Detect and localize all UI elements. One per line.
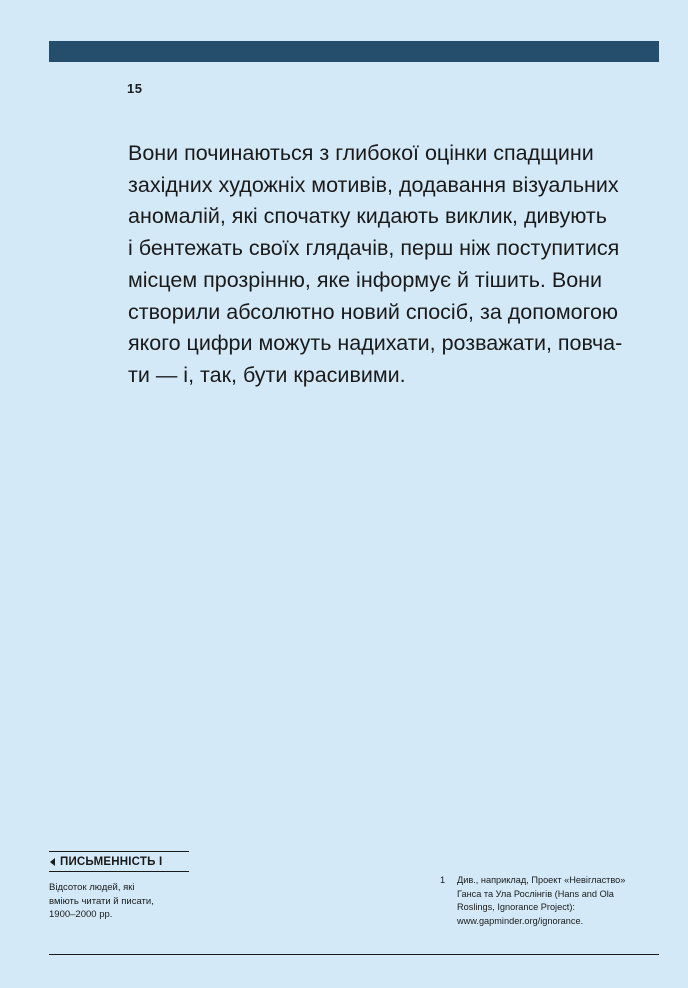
page-number: 15 xyxy=(127,81,143,96)
caption-line: Відсоток людей, які xyxy=(49,882,135,893)
caption-bottom-rule xyxy=(49,871,189,872)
body-line: Вони починаються з глибокої оцінки спадщини xyxy=(128,141,594,165)
body-line: створили абсолютно новий спосіб, за допомогою xyxy=(128,299,619,324)
caption-heading xyxy=(49,852,189,871)
header-accent-bar xyxy=(49,41,659,62)
footnote-line: www.gapminder.org/ignorance. xyxy=(457,915,584,926)
caption-line: вміють читати й писати, xyxy=(49,895,154,907)
body-line: ти — і, так, бути красивими. xyxy=(128,362,406,387)
body-line: західних художніх мотивів, додавання візуальних xyxy=(128,172,619,197)
footer-rule xyxy=(49,954,659,955)
footnote-line: Roslings, Ignorance Project): xyxy=(457,902,575,912)
footnote-line: Див., наприклад, Проект «Невігластво» xyxy=(457,875,626,885)
caption-line: 1900–2000 рр. xyxy=(49,909,113,920)
footnote-number: 1 xyxy=(440,875,446,885)
caption-heading-label: ПИСЬМЕННІСТЬ І xyxy=(60,856,163,868)
figure-caption xyxy=(49,851,189,922)
body-line: і бентежать своїх глядачів, перш ніж поступитися xyxy=(128,236,620,261)
body-line: якого цифри можуть надихати, розважати, повча- xyxy=(128,331,623,356)
body-line: аномалій, які спочатку кидають виклик, дивують xyxy=(128,204,607,229)
footnote-line: Ганса та Ула Рослінгів (Hans and Ola xyxy=(457,888,614,899)
footnote-body xyxy=(457,874,662,928)
caption-description xyxy=(49,881,189,922)
caret-left-icon xyxy=(50,858,55,866)
body-paragraph xyxy=(128,138,663,392)
body-line: місцем прозрінню, яке інформує й тішить. Вони xyxy=(128,267,603,292)
